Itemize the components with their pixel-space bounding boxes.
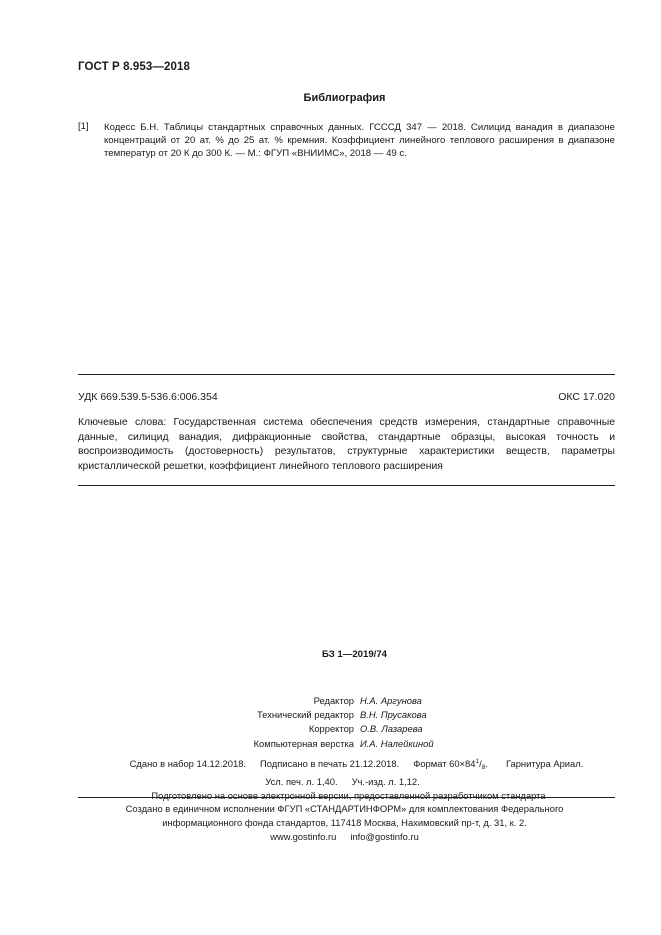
credit-name: О.В. Лазарева (360, 723, 423, 735)
credit-row (0, 722, 661, 736)
divider-top (78, 374, 615, 375)
credit-role: Компьютерная верстка (253, 737, 354, 749)
email-link[interactable]: info@gostinfo.ru (350, 831, 419, 843)
typeface: Гарнитура Ариал. (505, 758, 584, 769)
print-info-row-1 (0, 755, 661, 775)
publisher-sheets: Уч.-изд. л. 1,12. (351, 776, 420, 788)
print-info-row-2 (0, 775, 661, 789)
format-denominator: 8 (481, 764, 486, 771)
credit-name: В.Н. Прусакова (360, 709, 427, 721)
bibliography-entry-text: Кодесс Б.Н. Таблицы стандартных справочных данных. ГСССД 347 — 2018. Силицид ванадия в диапазоне концентраций от 20 ат. % до 25 ат. % кремния. Коэффициент линейного теплового расширения в диапазоне температур от 20 К до 300 К. — М.: ФГУП «ВНИИМС», 2018 — 49 с. (104, 122, 615, 159)
credit-role: Редактор (313, 695, 354, 706)
divider-footer (78, 797, 615, 798)
footer-contacts (28, 830, 661, 844)
prepared-note: Подготовлено на основе электронной версии, предоставленной разработчиком стандарта (151, 790, 546, 802)
format-prefix: Формат 60×84 (413, 758, 476, 769)
typeset-date: Сдано в набор 14.12.2018. (129, 758, 247, 769)
credit-role: Технический редактор (256, 709, 354, 721)
divider-bottom (78, 485, 615, 486)
credits-block (0, 694, 661, 751)
paper-format: Формат $60\times 84^1/_8$. (413, 758, 488, 771)
signed-date: Подписано в печать 21.12.2018. (260, 758, 400, 769)
bibliography-entry-number: [1] (78, 121, 89, 132)
website-link[interactable]: www.gostinfo.ru (270, 831, 337, 843)
oks-code: ОКС 17.020 (558, 391, 615, 403)
credit-row (0, 694, 661, 708)
bz-number: БЗ 1—2019/74 (321, 649, 388, 660)
credit-name: И.А. Налейкиной (360, 737, 434, 749)
credit-role: Корректор (308, 723, 354, 735)
document-code: ГОСТ Р 8.953—2018 (78, 61, 190, 73)
format-numerator: 1 (475, 758, 480, 765)
footer-line-2: информационного фонда стандартов, 117418 Москва, Нахимовский пр-т, д. 31, к. 2. (162, 817, 527, 829)
udk-code: УДК 669.539.5-536.6:006.354 (78, 391, 218, 403)
credit-name: Н.А. Аргунова (360, 695, 422, 706)
keywords-paragraph: Ключевые слова: Государственная система обеспечения средств измерения, стандартные справочные данные, силицид ванадия, дифракционные свойства, стандартные образцы, высокая точность и воспроизводимость (достоверность) результатов, структурные характеристики веществ, параметры кристаллической решетки, коэффициент линейного теплового расширения (78, 417, 615, 472)
footer-block (0, 802, 661, 845)
credit-row (0, 737, 661, 751)
footer-line-1: Создано в единичном исполнении ФГУП «СТАНДАРТИНФОРМ» для комплектования Федерального (125, 803, 564, 814)
credit-row (0, 708, 661, 722)
bibliography-title: Библиография (303, 92, 386, 104)
printed-sheets: Усл. печ. л. 1,40. (265, 776, 338, 788)
